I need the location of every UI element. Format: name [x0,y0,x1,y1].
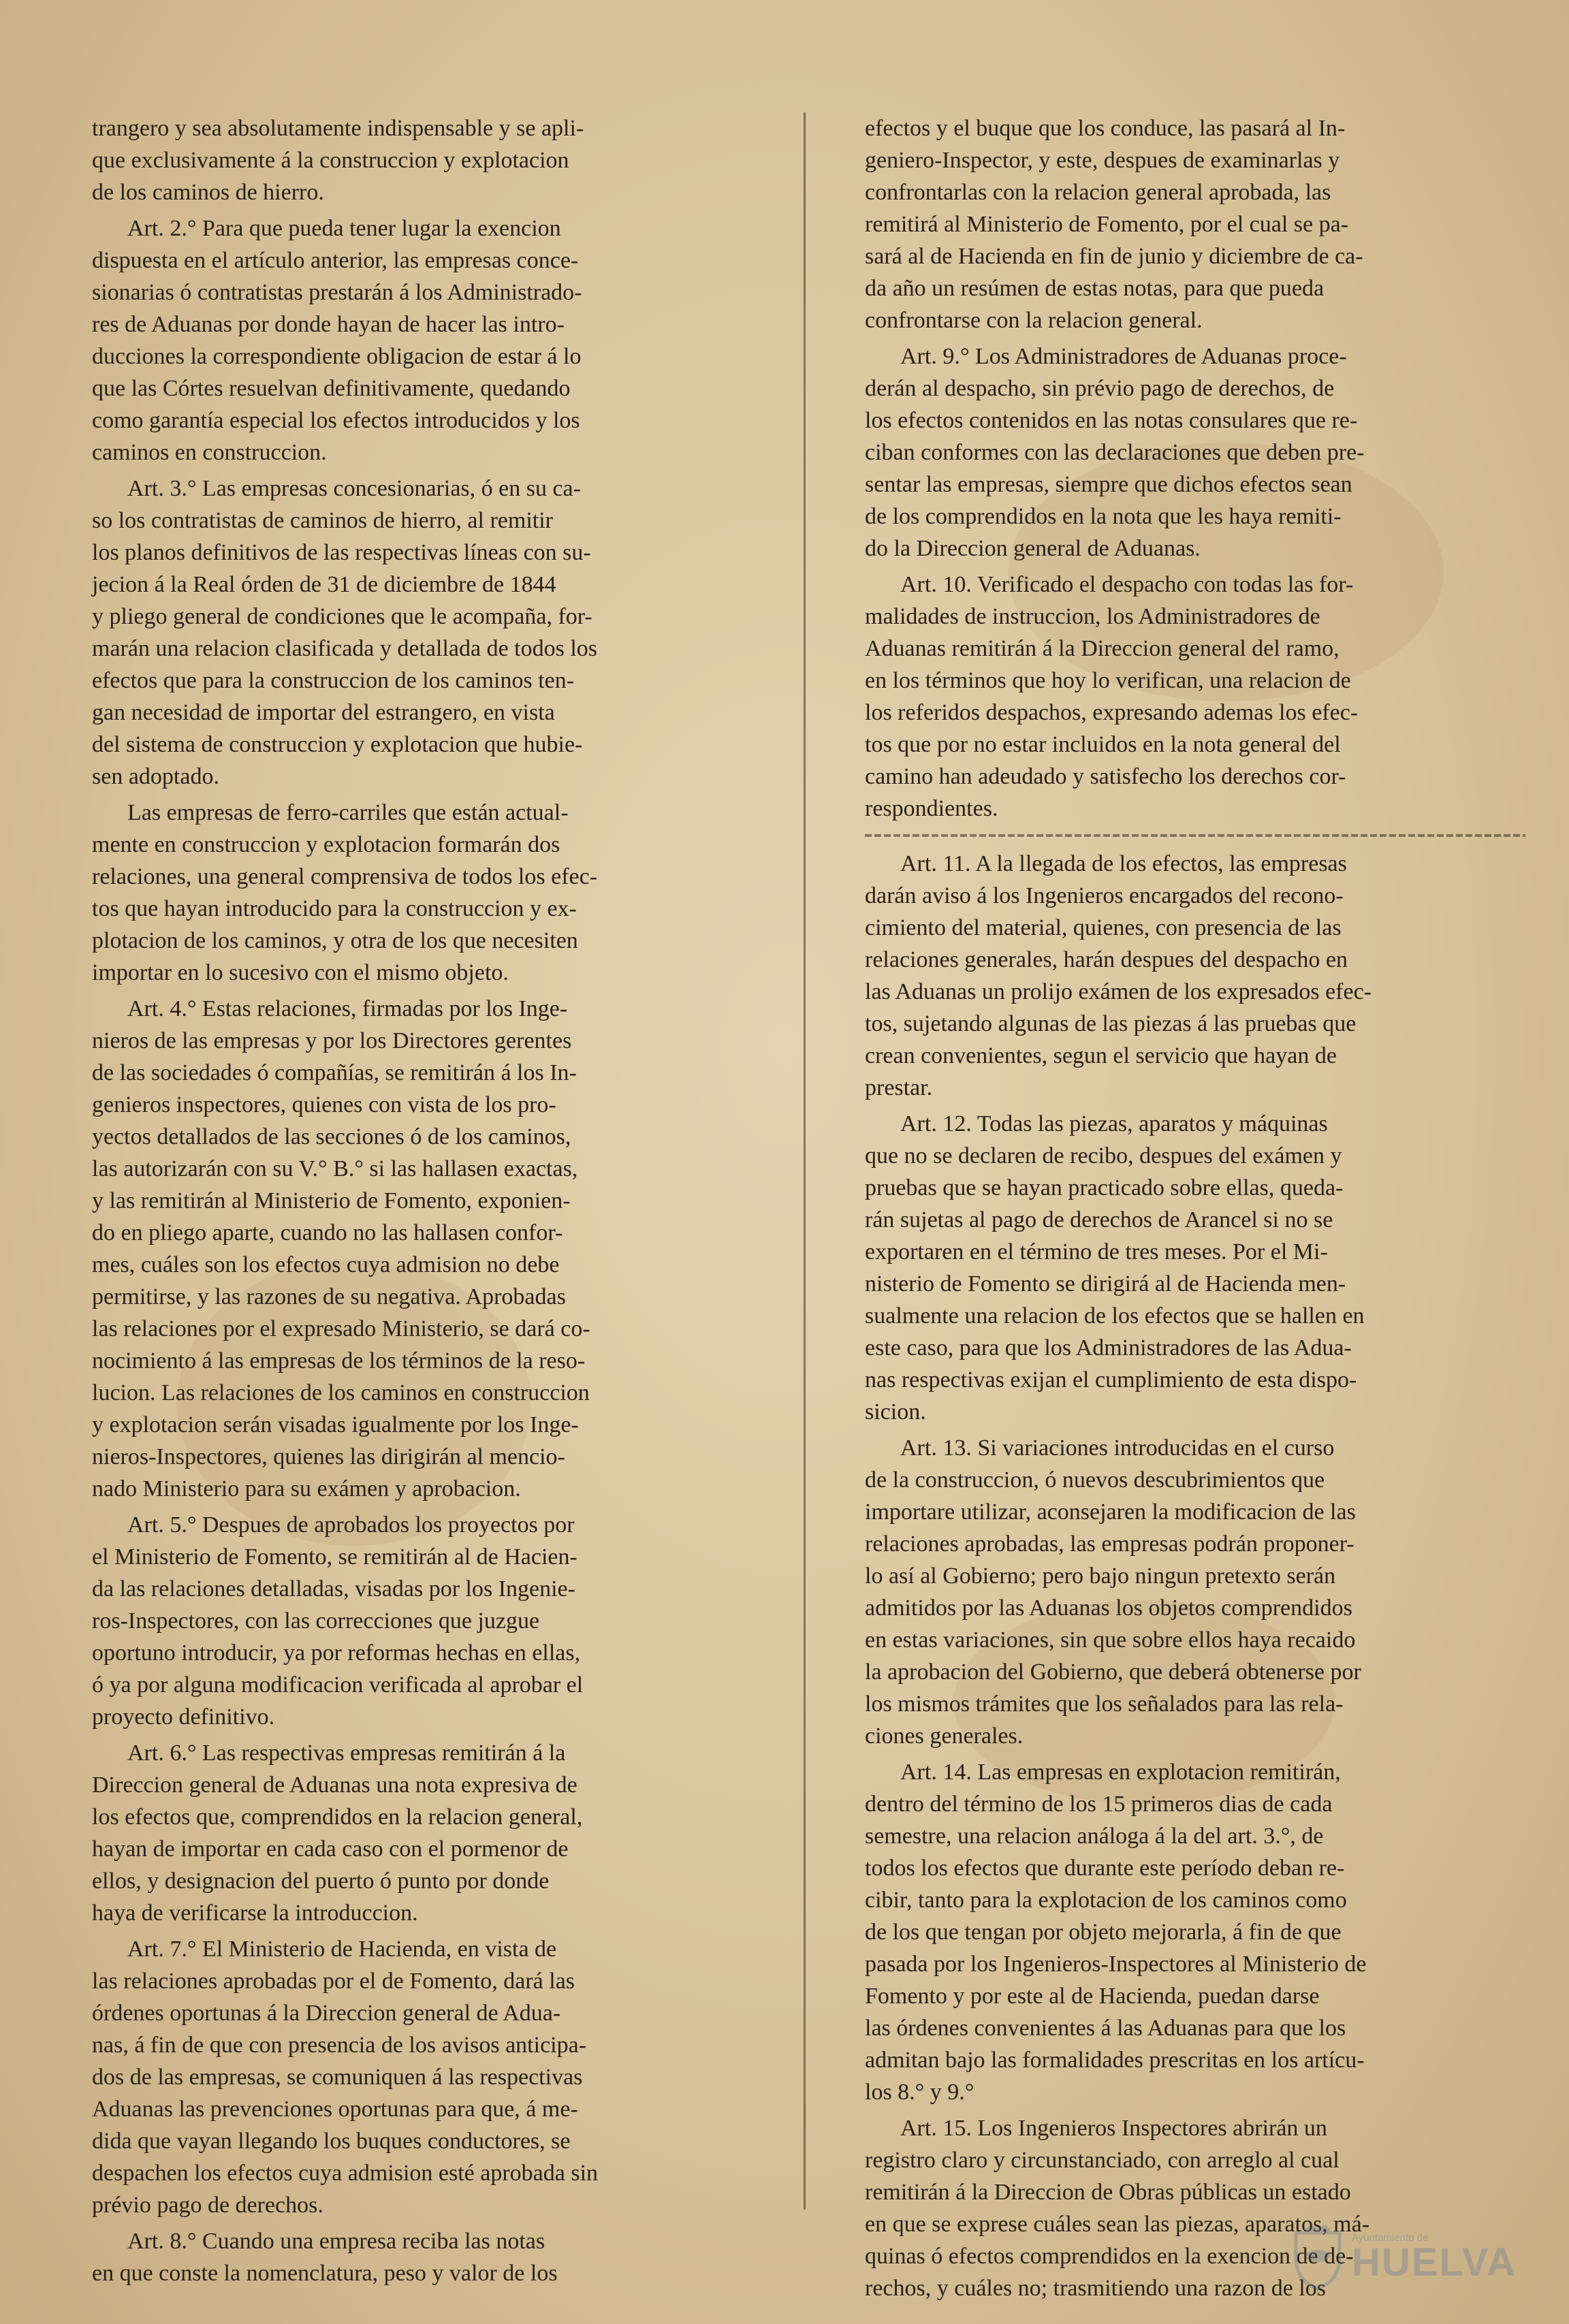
article-paragraph: Art. 6.° Las respectivas empresas remitirán á la Direccion general de Aduanas una nota expresiva de los efectos que, comprendidos en la relacion general, hayan de importar en cada caso con el pormenor de ellos, y designacion del puerto ó punto por donde haya de verificarse la introduccion. [92,1740,583,1926]
article-paragraph: Art. 2.° Para que pueda tener lugar la exencion dispuesta en el artículo anterior, las empresas conce- sionarias ó contratistas prestarán á los Administrado- res de Aduanas por donde hayan de hacer las intro- ducciones la correspondiente obligacion de estar á lo que las Córtes resuelvan definitivamente, quedando como garantía especial los efectos introducidos y los caminos en construccion. [92,216,582,465]
article-paragraph: Art. 15. Los Ingenieros Inspectores abrirán un registro claro y circunstanciado, con arreglo al cual remitirán á la Direccion de Obras públicas un estado en que se exprese cuáles sean las piezas, aparatos, má- quinas ó efectos comprendidos en la exencion de- rechos, y cuáles no; trasmitiendo una razon de los [865,2116,1370,2301]
article-paragraph: Art. 4.° Estas relaciones, firmadas por los Inge- nieros de las empresas y por los Directores gerentes de las sociedades ó compañías, se remitirán á los In- genieros inspectores, quienes con vista de los pro- yectos detallados de las secciones ó de los caminos, las autorizarán con su V.° B.° si las hallasen exactas, y las remitirán al Ministerio de Fomento, exponien- do en pliego aparte, cuando no las hallasen confor- mes, cuáles son los efectos cuya admision no debe permitirse, y las razones de su negativa. Aprobadas las relaciones por el expresado Ministerio, se dará co- nocimiento á las empresas de los términos de la reso- lucion. Las relaciones de los caminos en construccion y explotacion serán visadas igualmente por los Inge- nieros-Inspectores, quienes las dirigirán al mencio- nado Ministerio para su exámen y aprobacion. [92,996,590,1501]
article-paragraph: efectos y el buque que los conduce, las pasará al In- geniero-Inspector, y este, despues de examinarlas y confrontarlas con la relacion general aprobada, las remitirá al Ministerio de Fomento, por el cual se pa- sará al de Hacienda en fin de junio y diciembre de ca- da año un resúmen de estas notas, para que pueda confrontarse con la relacion general. [865,116,1363,333]
article-paragraph: Art. 14. Las empresas en explotacion remitirán, dentro del término de los 15 primeros dias de cada semestre, una relacion análoga á la del art. 3.°, de todos los efectos que durante este período deban re- cibir, tanto para la explotacion de los caminos como de los que tengan por objeto mejorarla, á fin de que pasada por los Ingenieros-Inspectores al Ministerio de Fomento y por este al de Hacienda, puedan darse las órdenes convenientes á las Aduanas para que los admitan bajo las formalidades prescritas en los artícu- los 8.° y 9.° [865,1760,1367,2105]
article-paragraph: Art. 7.° El Ministerio de Hacienda, en vista de las relaciones aprobadas por el de Fomento, dará las órdenes oportunas á la Direccion general de Adua- nas, á fin de que con presencia de los avisos anticipa- dos de las empresas, se comuniquen á las respectivas Aduanas las prevenciones oportunas para que, á me- dida que vayan llegando los buques conductores, se despachen los efectos cuya admision esté aprobada sin prévio pago de derechos. [92,1937,599,2218]
article-paragraph: Art. 5.° Despues de aprobados los proyectos por el Ministerio de Fomento, se remitirán al de Hacien- da las relaciones detalladas, visadas por los Ingenie- ros-Inspectores, con las correcciones que juzgue oportuno introducir, ya por reformas hechas en ellas, ó ya por alguna modificacion verificada al aprobar el proyecto definitivo. [92,1512,584,1730]
article-paragraph: Art. 10. Verificado el despacho con todas las for- malidades de instruccion, los Administradores de Aduanas remitirán á la Direccion general del ramo, en los términos que hoy lo verifican, una relacion de los referidos despachos, expresando ademas los efec- tos que por no estar incluidos en la nota general del camino han adeudado y satisfecho los derechos cor- respondientes. [865,572,1359,821]
left-column [92,112,752,2289]
right-column [865,112,1525,2304]
watermark-small-text: Ayuntamiento de [1352,2231,1429,2244]
article-paragraph: Las empresas de ferro-carriles que están actual- mente en construccion y explotacion formarán dos relaciones, una general comprensiva de todos los efec- tos que hayan introducido para la construccion y ex- plotacion de los caminos, y otra de los que necesiten importar en lo sucesivo con el mismo objeto. [92,800,598,985]
article-paragraph: Art. 9.° Los Administradores de Aduanas proce- derán al despacho, sin prévio pago de derechos, de los efectos contenidos en las notas consulares que re- ciban conformes con las declaraciones que deben pre- sentar las empresas, siempre que dichos efectos sean de los comprendidos en la nota que les haya remiti- do la Direccion general de Aduanas. [865,344,1365,561]
article-paragraph: Art. 8.° Cuando una empresa reciba las notas en que conste la nomenclatura, peso y valor de los [92,2229,558,2286]
dotted-rule [865,834,1525,837]
article-paragraph: Art. 3.° Las empresas concesionarias, ó en su ca- so los contratistas de caminos de hierro, al remitir los planos definitivos de las respectivas líneas con su- jecion á la Real órden de 31 de diciembre de 1844 y pliego general de condiciones que le acompaña, for- marán una relacion clasificada y detallada de todos los efectos que para la construccion de los caminos ten- gan necesidad de importar del estrangero, en vista del sistema de construccion y explotacion que hubie- sen adoptado. [92,476,598,789]
article-paragraph: Art. 11. A la llegada de los efectos, las empresas darán aviso á los Ingenieros encargados del recono- cimiento del material, quienes, con presencia de las relaciones generales, harán despues del despacho en las Aduanas un prolijo exámen de los expresados efec- tos, sujetando algunas de las piezas á las pruebas que crean convenientes, segun el servicio que hayan de prestar. [865,851,1372,1100]
coat-of-arms-icon [1290,2223,1345,2291]
article-paragraph: trangero y sea absolutamente indispensable y se apli- que exclusivamente á la construccion y explotacion de los caminos de hierro. [92,116,584,205]
column-divider [804,112,806,2210]
archive-watermark [1290,2216,1522,2298]
watermark-big-text: HUELVA [1352,2240,1517,2285]
article-paragraph: Art. 13. Si variaciones introducidas en el curso de la construccion, ó nuevos descubrimientos que importare utilizar, aconsejaren la modificacion de las relaciones aprobadas, las empresas podrán proponer- lo así al Gobierno; pero bajo ningun pretexto serán admitidos por las Aduanas los objetos comprendidos en estas variaciones, sin que sobre ellos haya recaido la aprobacion del Gobierno, que deberá obtenerse por los mismos trámites que los señalados para las rela- ciones generales. [865,1435,1361,1749]
article-paragraph: Art. 12. Todas las piezas, aparatos y máquinas que no se declaren de recibo, despues del exámen y pruebas que se hayan practicado sobre ellas, queda- rán sujetas al pago de derechos de Arancel si no se exportaren en el término de tres meses. Por el Mi- nisterio de Fomento se dirigirá al de Hacienda men- sualmente una relacion de los efectos que se hallen en este caso, para que los Administradores de las Adua- nas respectivas exijan el cumplimiento de esta dispo- sicion. [865,1111,1365,1424]
